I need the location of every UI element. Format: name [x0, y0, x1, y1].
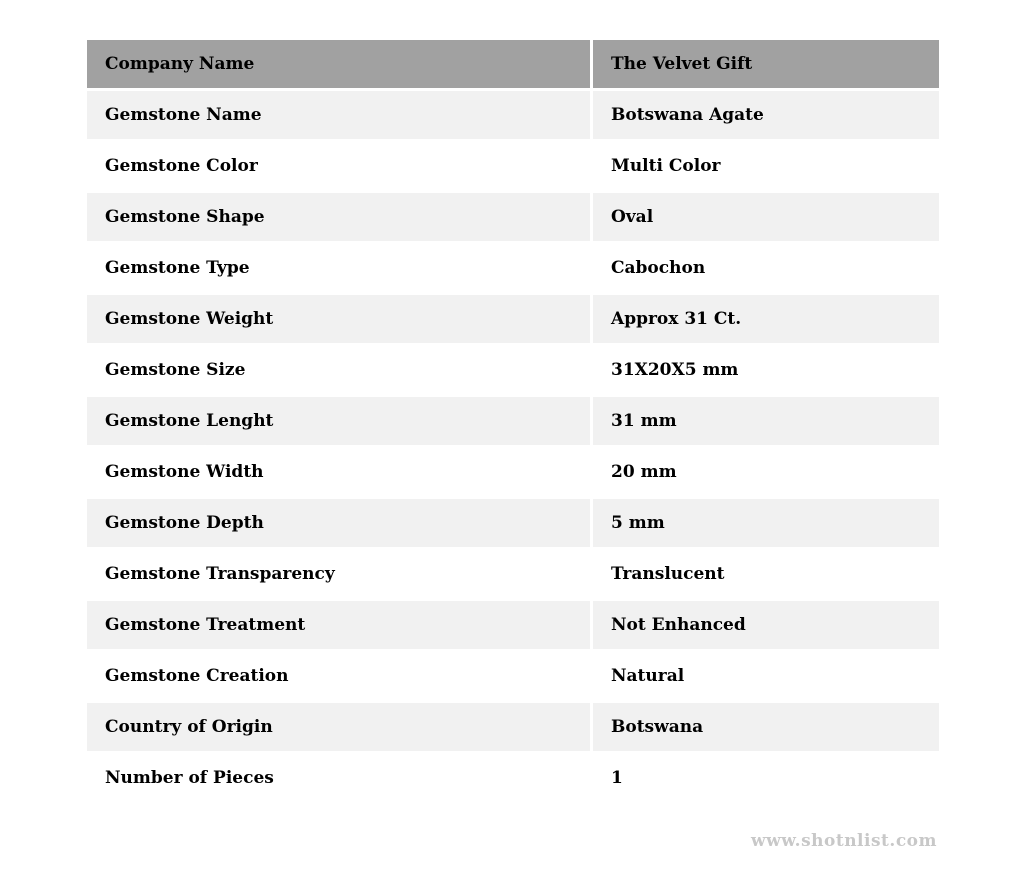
spec-value: Oval: [593, 193, 939, 241]
table-row: [87, 499, 939, 547]
spec-label: Gemstone Creation: [87, 652, 590, 700]
spec-value: 5 mm: [593, 499, 939, 547]
spec-label: Gemstone Size: [87, 346, 590, 394]
spec-value: 31 mm: [593, 397, 939, 445]
spec-value: Approx 31 Ct.: [593, 295, 939, 343]
spec-value: Botswana Agate: [593, 91, 939, 139]
spec-value: 20 mm: [593, 448, 939, 496]
table-row: [87, 193, 939, 241]
table-row: [87, 448, 939, 496]
table-row: [87, 703, 939, 751]
spec-label: Gemstone Transparency: [87, 550, 590, 598]
table-row: [87, 754, 939, 802]
table-row: [87, 397, 939, 445]
spec-value: Cabochon: [593, 244, 939, 292]
spec-label: Gemstone Treatment: [87, 601, 590, 649]
spec-value: Multi Color: [593, 142, 939, 190]
spec-label: Country of Origin: [87, 703, 590, 751]
watermark-text: www.shotnlist.com: [750, 831, 937, 851]
table-row: [87, 295, 939, 343]
spec-value: Natural: [593, 652, 939, 700]
spec-label: Gemstone Width: [87, 448, 590, 496]
spec-value: Translucent: [593, 550, 939, 598]
spec-label: Gemstone Shape: [87, 193, 590, 241]
table-row: [87, 91, 939, 139]
gemstone-spec-table: [84, 37, 942, 805]
table-head: [87, 40, 939, 88]
header-value-cell: The Velvet Gift: [593, 40, 939, 88]
spec-label: Gemstone Name: [87, 91, 590, 139]
spec-value: 31X20X5 mm: [593, 346, 939, 394]
table-row: [87, 601, 939, 649]
table-row: [87, 244, 939, 292]
table-row: [87, 142, 939, 190]
header-label-cell: Company Name: [87, 40, 590, 88]
spec-label: Gemstone Color: [87, 142, 590, 190]
table-row: [87, 550, 939, 598]
table-row: [87, 652, 939, 700]
spec-label: Gemstone Type: [87, 244, 590, 292]
spec-value: Botswana: [593, 703, 939, 751]
spec-value: Not Enhanced: [593, 601, 939, 649]
table-header-row: [87, 40, 939, 88]
spec-label: Gemstone Depth: [87, 499, 590, 547]
spec-label: Gemstone Weight: [87, 295, 590, 343]
table-row: [87, 346, 939, 394]
spec-label: Gemstone Lenght: [87, 397, 590, 445]
spec-label: Number of Pieces: [87, 754, 590, 802]
spec-value: 1: [593, 754, 939, 802]
table-body: [87, 91, 939, 802]
